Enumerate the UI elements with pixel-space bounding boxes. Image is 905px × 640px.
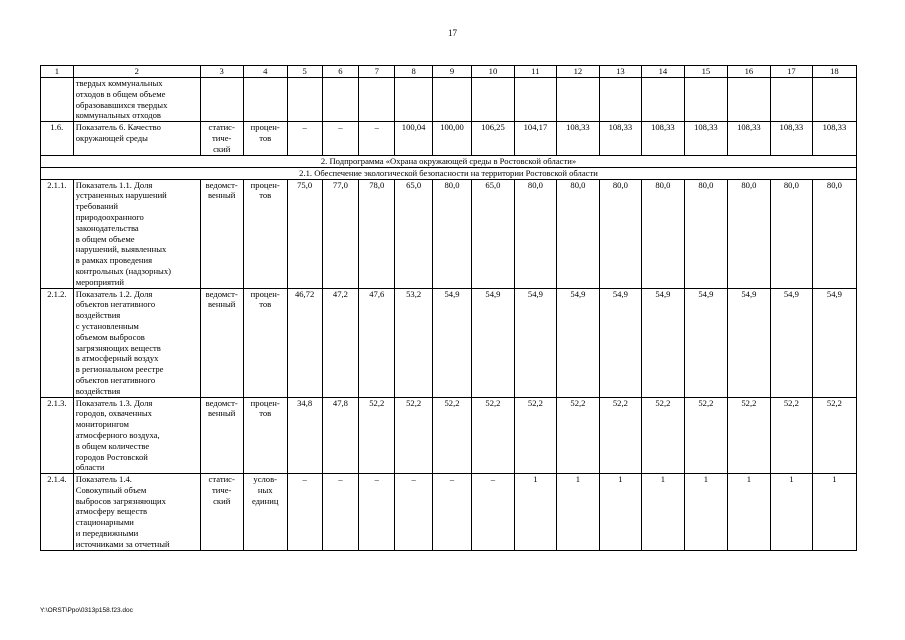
value-cell xyxy=(770,78,812,122)
row-id: 2.1.2. xyxy=(41,288,74,397)
value-cell: 52,2 xyxy=(359,397,395,474)
value-cell: 52,2 xyxy=(395,397,433,474)
value-cell xyxy=(599,78,641,122)
table-row xyxy=(41,179,857,288)
value-cell: 54,9 xyxy=(641,288,684,397)
value-cell: 52,2 xyxy=(556,397,599,474)
table-row xyxy=(41,288,857,397)
unit-of-measure: процен- тов xyxy=(243,179,287,288)
column-number: 7 xyxy=(359,66,395,78)
indicator-source: статис- тиче- ский xyxy=(200,122,243,155)
value-cell xyxy=(395,78,433,122)
row-id: 2.1.4. xyxy=(41,474,74,551)
value-cell: 108,33 xyxy=(684,122,727,155)
table-row xyxy=(41,78,857,122)
column-number: 8 xyxy=(395,66,433,78)
value-cell: 65,0 xyxy=(395,179,433,288)
value-cell: 54,9 xyxy=(684,288,727,397)
indicator-name: Показатель 1.3. Доля городов, охваченных мониторингом атмосферного воздуха, в общем количестве городов Ростовской области xyxy=(73,397,200,474)
value-cell: 1 xyxy=(812,474,856,551)
column-number: 10 xyxy=(471,66,514,78)
column-number: 4 xyxy=(243,66,287,78)
value-cell: – xyxy=(359,474,395,551)
value-cell: 47,8 xyxy=(322,397,359,474)
value-cell: 1 xyxy=(514,474,556,551)
value-cell: 1 xyxy=(684,474,727,551)
indicator-name: твердых коммунальных отходов в общем объеме образовавшихся твердых коммунальных отходов xyxy=(73,78,200,122)
value-cell: 108,33 xyxy=(599,122,641,155)
subprogram-title: 2. Подпрограмма «Охрана окружающей среды в Ростовской области» xyxy=(41,155,857,167)
value-cell: 52,2 xyxy=(471,397,514,474)
value-cell xyxy=(433,78,472,122)
column-number: 15 xyxy=(684,66,727,78)
value-cell: 54,9 xyxy=(812,288,856,397)
value-cell: 54,9 xyxy=(514,288,556,397)
row-id: 2.1.1. xyxy=(41,179,74,288)
value-cell: – xyxy=(322,122,359,155)
value-cell: 80,0 xyxy=(684,179,727,288)
value-cell: 1 xyxy=(727,474,770,551)
table-row xyxy=(41,122,857,155)
value-cell: 80,0 xyxy=(556,179,599,288)
row-id: 2.1.3. xyxy=(41,397,74,474)
value-cell: 78,0 xyxy=(359,179,395,288)
value-cell: 108,33 xyxy=(812,122,856,155)
indicator-source xyxy=(200,78,243,122)
value-cell: – xyxy=(322,474,359,551)
row-id: 1.6. xyxy=(41,122,74,155)
subprogram-row xyxy=(41,155,857,167)
unit-of-measure: услов- ных единиц xyxy=(243,474,287,551)
indicator-name: Показатель 1.1. Доля устраненных нарушений требований природоохранного законодательства в общем объеме нарушений, выявленных в рамках проведения контрольных (надзорных) мероприятий xyxy=(73,179,200,288)
value-cell: 54,9 xyxy=(599,288,641,397)
value-cell: 80,0 xyxy=(770,179,812,288)
value-cell: 53,2 xyxy=(395,288,433,397)
value-cell: 80,0 xyxy=(812,179,856,288)
table-row xyxy=(41,397,857,474)
indicator-name: Показатель 1.4. Совокупный объем выбросов загрязняющих атмосферу веществ стационарными и передвижными источниками за отчетный xyxy=(73,474,200,551)
value-cell xyxy=(556,78,599,122)
indicator-source: ведомст- венный xyxy=(200,397,243,474)
value-cell: 52,2 xyxy=(812,397,856,474)
column-number: 5 xyxy=(287,66,322,78)
value-cell: – xyxy=(471,474,514,551)
value-cell: 80,0 xyxy=(433,179,472,288)
value-cell: 1 xyxy=(599,474,641,551)
value-cell: 52,2 xyxy=(641,397,684,474)
column-number: 3 xyxy=(200,66,243,78)
unit-of-measure: процен- тов xyxy=(243,288,287,397)
column-number: 6 xyxy=(322,66,359,78)
column-number: 12 xyxy=(556,66,599,78)
indicator-name: Показатель 1.2. Доля объектов негативного воздействия с установленным объемом выбросов загрязняющих веществ в атмосферный воздух в региональном реестре объектов негативного воздействия xyxy=(73,288,200,397)
value-cell: 1 xyxy=(556,474,599,551)
unit-of-measure xyxy=(243,78,287,122)
column-number: 2 xyxy=(73,66,200,78)
column-number-row xyxy=(41,66,857,78)
value-cell: 54,9 xyxy=(556,288,599,397)
value-cell xyxy=(322,78,359,122)
column-number: 14 xyxy=(641,66,684,78)
value-cell: 52,2 xyxy=(514,397,556,474)
value-cell: 34,8 xyxy=(287,397,322,474)
column-number: 17 xyxy=(770,66,812,78)
row-id xyxy=(41,78,74,122)
value-cell: 80,0 xyxy=(727,179,770,288)
value-cell: 54,9 xyxy=(727,288,770,397)
value-cell: 52,2 xyxy=(599,397,641,474)
value-cell: 52,2 xyxy=(770,397,812,474)
indicator-source: статис- тиче- ский xyxy=(200,474,243,551)
value-cell: 52,2 xyxy=(727,397,770,474)
value-cell xyxy=(641,78,684,122)
value-cell: – xyxy=(395,474,433,551)
value-cell xyxy=(727,78,770,122)
unit-of-measure: процен- тов xyxy=(243,397,287,474)
page-number: 17 xyxy=(448,28,457,38)
value-cell: 108,33 xyxy=(770,122,812,155)
value-cell: 108,33 xyxy=(556,122,599,155)
value-cell: 47,6 xyxy=(359,288,395,397)
value-cell xyxy=(287,78,322,122)
value-cell: 52,2 xyxy=(433,397,472,474)
value-cell: 108,33 xyxy=(641,122,684,155)
value-cell: – xyxy=(287,122,322,155)
value-cell: 80,0 xyxy=(599,179,641,288)
table-row xyxy=(41,474,857,551)
value-cell: 47,2 xyxy=(322,288,359,397)
value-cell: 75,0 xyxy=(287,179,322,288)
value-cell: 77,0 xyxy=(322,179,359,288)
value-cell: 52,2 xyxy=(684,397,727,474)
unit-of-measure: процен- тов xyxy=(243,122,287,155)
value-cell: 80,0 xyxy=(641,179,684,288)
value-cell xyxy=(514,78,556,122)
indicators-table xyxy=(40,65,857,551)
value-cell: 1 xyxy=(641,474,684,551)
value-cell: 54,9 xyxy=(433,288,472,397)
task-row xyxy=(41,167,857,179)
column-number: 18 xyxy=(812,66,856,78)
value-cell xyxy=(812,78,856,122)
column-number: 13 xyxy=(599,66,641,78)
value-cell: 65,0 xyxy=(471,179,514,288)
value-cell: 54,9 xyxy=(770,288,812,397)
value-cell: 106,25 xyxy=(471,122,514,155)
column-number: 11 xyxy=(514,66,556,78)
value-cell: – xyxy=(287,474,322,551)
column-number: 16 xyxy=(727,66,770,78)
value-cell: 80,0 xyxy=(514,179,556,288)
value-cell: 108,33 xyxy=(727,122,770,155)
value-cell: 104,17 xyxy=(514,122,556,155)
value-cell xyxy=(471,78,514,122)
indicator-source: ведомст- венный xyxy=(200,288,243,397)
column-number: 9 xyxy=(433,66,472,78)
file-path-footer: Y:\ORST\Ppo\0313p158.f23.doc xyxy=(40,607,133,614)
value-cell: 100,00 xyxy=(433,122,472,155)
indicator-name: Показатель 6. Качество окружающей среды xyxy=(73,122,200,155)
column-number: 1 xyxy=(41,66,74,78)
indicator-source: ведомст- венный xyxy=(200,179,243,288)
value-cell: – xyxy=(359,122,395,155)
task-title: 2.1. Обеспечение экологической безопасности на территории Ростовской области xyxy=(41,167,857,179)
value-cell: 100,04 xyxy=(395,122,433,155)
value-cell: 46,72 xyxy=(287,288,322,397)
value-cell: 1 xyxy=(770,474,812,551)
value-cell: 54,9 xyxy=(471,288,514,397)
value-cell: – xyxy=(433,474,472,551)
value-cell xyxy=(684,78,727,122)
value-cell xyxy=(359,78,395,122)
